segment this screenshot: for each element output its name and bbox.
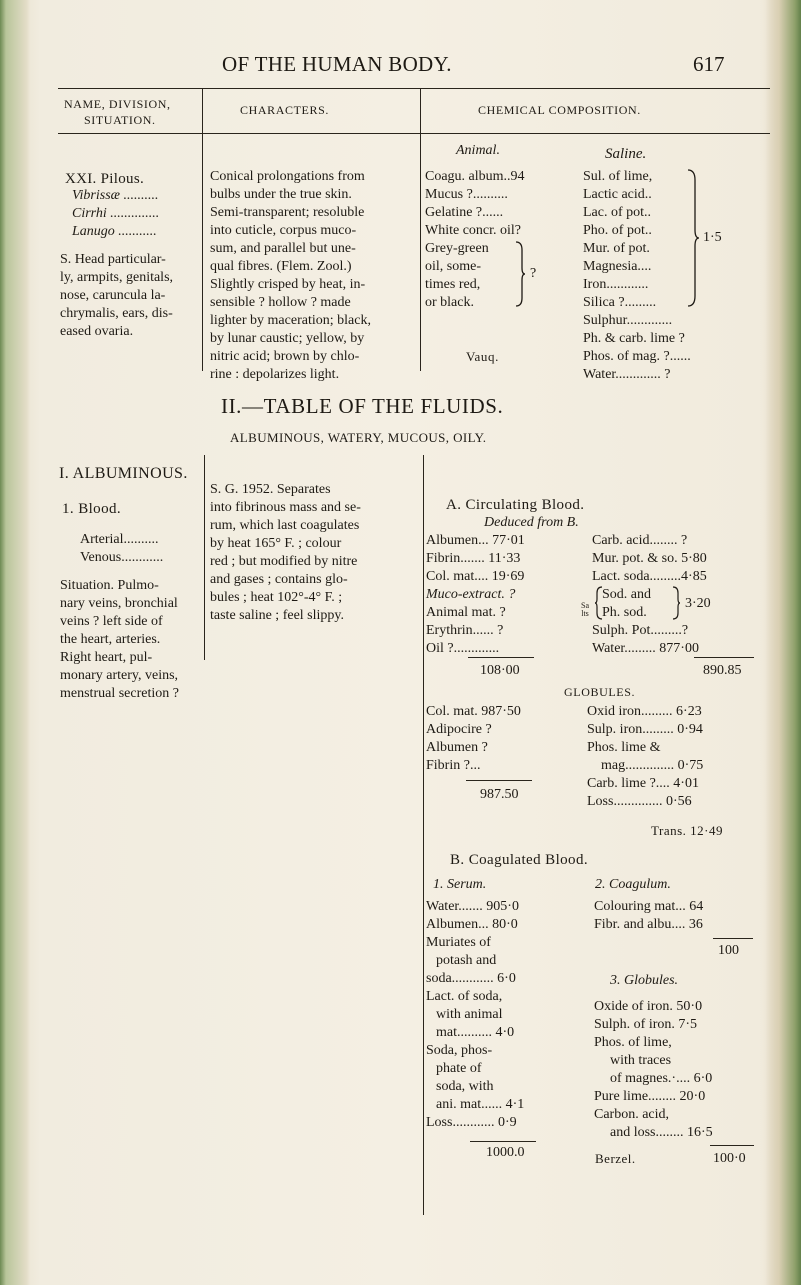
saline-row: Phos. of mag. ?...... [583, 349, 691, 364]
circulating-row: Lact. soda.........4·85 [592, 569, 707, 584]
globules3-heading: 3. Globules. [610, 973, 679, 988]
characters-line: Slightly crisped by heat, in- [210, 277, 366, 292]
globules-row: Sulp. iron......... 0·94 [587, 722, 703, 737]
globules-row: mag.............. 0·75 [601, 758, 704, 773]
sodium-bracket-left [594, 586, 603, 620]
coagulum-sum-rule [713, 938, 753, 939]
t2-col-divider-2 [423, 455, 424, 1215]
circulating-row: Muco-extract. ? [426, 587, 516, 602]
circulating-subheading: Deduced from B. [484, 515, 579, 530]
table-top-rule [58, 88, 770, 89]
globules-row: Oxid iron......... 6·23 [587, 704, 702, 719]
globules3-row: Sulph. of iron. 7·5 [594, 1017, 698, 1032]
characters-line: rine : depolarizes light. [210, 367, 340, 382]
serum-row: potash and [436, 953, 497, 968]
circulating-left-sum-rule [468, 657, 534, 658]
blood-characters [210, 481, 361, 625]
col-header-name-1: NAME, DIVISION, [64, 97, 171, 111]
serum-sum-rule [470, 1141, 536, 1142]
serum-rows [426, 898, 524, 1132]
situation-line: nary veins, bronchial [60, 596, 178, 611]
circulating-row: Col. mat.... 19·69 [426, 569, 525, 584]
pilous-item: Vibrissæ .......... [72, 188, 159, 203]
section-albuminous: I. ALBUMINOUS. [59, 465, 188, 482]
globules3-row: Carbon. acid, [594, 1107, 670, 1122]
animal-row: or black. [425, 295, 474, 310]
serum-total: 1000.0 [486, 1145, 525, 1160]
characters-line: Conical prolongations from [210, 169, 365, 184]
blood-kind: Venous............ [80, 550, 164, 565]
col-divider-1 [202, 88, 203, 371]
saline-row: Pho. of pot.. [583, 223, 652, 238]
animal-row: Grey-green [425, 241, 489, 256]
characters-line: into fibrinous mass and se- [210, 500, 361, 515]
characters-line: rum, which last coagulates [210, 518, 360, 533]
saline-row: Silica ?......... [583, 295, 657, 310]
situation-line: menstrual secretion ? [60, 686, 179, 701]
saline-heading: Saline. [605, 146, 647, 162]
situation-line: veins ? left side of [60, 614, 163, 629]
circulating-right-sum-rule [694, 657, 754, 658]
animal-bracket [514, 240, 526, 308]
globules-heading: GLOBULES. [564, 685, 636, 699]
circulating-row: Animal mat. ? [426, 605, 506, 620]
serum-row: Loss............ 0·9 [426, 1115, 517, 1130]
col-header-characters: CHARACTERS. [240, 103, 329, 117]
characters-line: qual fibres. (Flem. Zool.) [210, 259, 352, 274]
characters-line: sum, and parallel but une- [210, 241, 356, 256]
globules-row: Loss.............. 0·56 [587, 794, 692, 809]
circulating-row: Water......... 877·00 [592, 641, 699, 656]
page-edge-left [0, 0, 30, 1285]
saline-row: Water............. ? [583, 367, 671, 382]
circulating-row: Ph. sod. [602, 605, 647, 620]
saline-row: Iron............ [583, 277, 649, 292]
globules3-sum-rule [710, 1145, 754, 1146]
serum-row: soda, with [436, 1079, 494, 1094]
coagulated-heading: B. Coagulated Blood. [450, 852, 588, 868]
globules-row: Col. mat. 987·50 [426, 704, 521, 719]
circulating-row: Erythrin...... ? [426, 623, 504, 638]
saline-row: Ph. & carb. lime ? [583, 331, 685, 346]
circulating-right-total: 890.85 [703, 663, 742, 678]
item-blood: 1. Blood. [62, 501, 122, 517]
animal-row: oil, some- [425, 259, 481, 274]
animal-row: times red, [425, 277, 481, 292]
globules-row: Albumen ? [426, 740, 488, 755]
coagulum-rows [594, 898, 703, 934]
col-header-chemical: CHEMICAL COMPOSITION. [478, 103, 641, 117]
serum-row: Lact. of soda, [426, 989, 503, 1004]
globules-row: Phos. lime & [587, 740, 661, 755]
circulating-heading: A. Circulating Blood. [446, 497, 585, 513]
pilous-items [72, 187, 159, 241]
saline-row: Sul. of lime, [583, 169, 653, 184]
serum-row: phate of [436, 1061, 482, 1076]
serum-row: soda............ 6·0 [426, 971, 516, 986]
saline-row: Lac. of pot.. [583, 205, 652, 220]
serum-row: Albumen... 80·0 [426, 917, 518, 932]
globules-row: Fibrin ?... [426, 758, 481, 773]
pilous-item: Cirrhi .............. [72, 206, 160, 221]
blood-kind: Arterial.......... [80, 532, 159, 547]
characters-line: nitric acid; brown by chlo- [210, 349, 360, 364]
animal-row: White concr. oil? [425, 223, 522, 238]
saline-row: Lactic acid.. [583, 187, 652, 202]
globules3-rows [594, 998, 713, 1142]
characters-line: bulbs under the true skin. [210, 187, 352, 202]
page-number: 617 [693, 52, 725, 76]
animal-row: Coagu. album..94 [425, 169, 525, 184]
serum-row: Soda, phos- [426, 1043, 493, 1058]
situation-line: S. Head particular- [60, 252, 166, 267]
animal-row: Mucus ?.......... [425, 187, 508, 202]
circulating-left [426, 532, 525, 658]
animal-bracket-mark: ? [530, 266, 537, 281]
characters-line: bules ; heat 102°-4° F. ; [210, 590, 343, 605]
circulating-row: Sulph. Pot.........? [592, 623, 689, 638]
serum-heading: 1. Serum. [433, 877, 487, 892]
author-berzel: Berzel. [595, 1151, 636, 1166]
section-title-pilous: XXI. Pilous. [65, 171, 145, 187]
globules-row: Adipocire ? [426, 722, 492, 737]
salts-vertical-label: Salts [581, 601, 589, 618]
pilous-item: Lanugo ........... [72, 224, 157, 239]
coagulum-heading: 2. Coagulum. [595, 877, 671, 892]
coagulum-row: Fibr. and albu.... 36 [594, 917, 703, 932]
serum-row: mat.......... 4·0 [436, 1025, 515, 1040]
coagulum-total: 100 [718, 943, 739, 958]
saline-bracket [686, 168, 700, 308]
characters-line: S. G. 1952. Separates [210, 482, 331, 497]
characters-line: into cuticle, corpus muco- [210, 223, 357, 238]
saline-row: Magnesia.... [583, 259, 652, 274]
serum-row: Muriates of [426, 935, 491, 950]
blood-kinds [80, 531, 163, 567]
animal-row: Gelatine ?...... [425, 205, 504, 220]
table2-subtitle: ALBUMINOUS, WATERY, MUCOUS, OILY. [230, 430, 487, 445]
circulating-row: Oil ?............. [426, 641, 500, 656]
circulating-row: Mur. pot. & so. 5·80 [592, 551, 707, 566]
situation-line: the heart, arteries. [60, 632, 161, 647]
circulating-row: Albumen... 77·01 [426, 533, 525, 548]
globules-sum-rule [466, 780, 532, 781]
col-divider-2 [420, 88, 421, 371]
animal-rows [425, 168, 525, 312]
sodium-bracket-right [672, 586, 681, 620]
circulating-row: Sod. and [602, 587, 651, 602]
characters-line: taste saline ; feel slippy. [210, 608, 344, 623]
globules3-row: of magnes.·.... 6·0 [610, 1071, 713, 1086]
t2-col-divider-1 [204, 455, 205, 660]
globules3-row: Phos. of lime, [594, 1035, 672, 1050]
col-header-name-2: SITUATION. [84, 113, 156, 127]
saline-bracket-value: 1·5 [703, 230, 722, 245]
serum-row: with animal [436, 1007, 503, 1022]
globules3-row: Pure lime........ 20·0 [594, 1089, 706, 1104]
globules-row: Carb. lime ?.... 4·01 [587, 776, 699, 791]
table2-title: II.—TABLE OF THE FLUIDS. [221, 394, 504, 418]
author-vauq: Vauq. [466, 349, 499, 364]
characters-line: by lunar caustic; yellow, by [210, 331, 365, 346]
author-trans: Trans. 12·49 [651, 823, 723, 838]
globules-right [587, 703, 703, 811]
globules3-row: and loss........ 16·5 [610, 1125, 713, 1140]
situation-line: ly, armpits, genitals, [60, 270, 174, 285]
situation-line: Situation. Pulmo- [60, 578, 159, 593]
saline-row: Sulphur............. [583, 313, 673, 328]
globules-left-total: 987.50 [480, 787, 519, 802]
characters-line: sensible ? hollow ? made [210, 295, 351, 310]
sodium-bracket-value: 3·20 [685, 596, 711, 611]
circulating-row: Carb. acid........ ? [592, 533, 688, 548]
characters-line: Semi-transparent; resoluble [210, 205, 365, 220]
globules3-total: 100·0 [713, 1151, 746, 1166]
situation-line: monary artery, veins, [60, 668, 179, 683]
characters-line: by heat 165° F. ; colour [210, 536, 342, 551]
page-edge-right [765, 0, 801, 1285]
characters-line: and gases ; contains glo- [210, 572, 348, 587]
running-header: OF THE HUMAN BODY. [222, 52, 452, 76]
coagulum-row: Colouring mat... 64 [594, 899, 704, 914]
situation-line: eased ovaria. [60, 324, 134, 339]
globules3-row: with traces [610, 1053, 672, 1068]
serum-row: ani. mat...... 4·1 [436, 1097, 525, 1112]
saline-rows [583, 168, 691, 384]
characters-line: red ; but modified by nitre [210, 554, 358, 569]
situation-line: chrymalis, ears, dis- [60, 306, 173, 321]
circulating-row: Fibrin....... 11·33 [426, 551, 521, 566]
serum-row: Water....... 905·0 [426, 899, 519, 914]
header-bottom-rule [58, 133, 770, 134]
globules3-row: Oxide of iron. 50·0 [594, 999, 703, 1014]
animal-heading: Animal. [456, 143, 500, 158]
globules-left [426, 703, 521, 775]
characters-text [210, 168, 371, 384]
situation-line: nose, caruncula la- [60, 288, 166, 303]
situation-line: Right heart, pul- [60, 650, 153, 665]
saline-row: Mur. of pot. [583, 241, 650, 256]
circulating-left-total: 108·00 [480, 663, 520, 678]
characters-line: lighter by maceration; black, [210, 313, 371, 328]
pilous-situation [60, 251, 173, 341]
blood-situation [60, 577, 179, 703]
